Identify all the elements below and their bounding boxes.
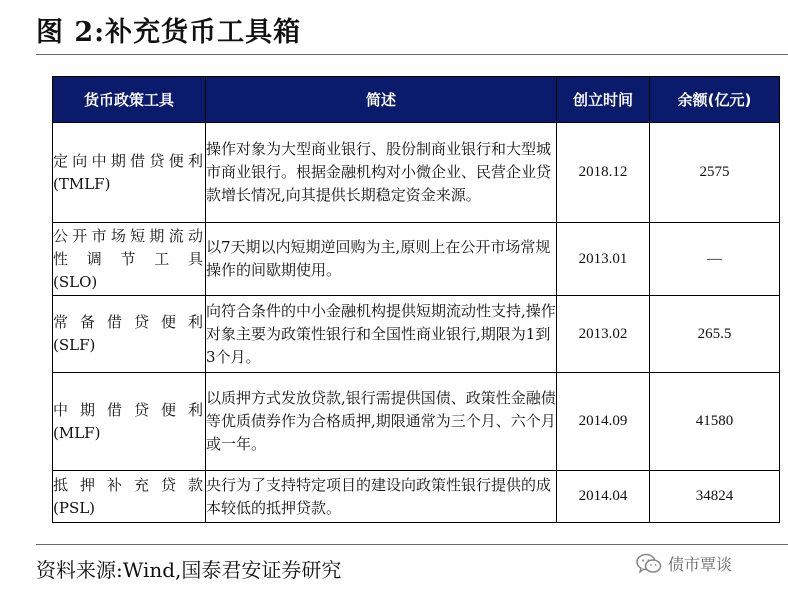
tool-name: 公开市场短期流动性调节工具 — [53, 226, 205, 268]
tool-abbr: (PSL) — [53, 498, 96, 517]
tool-name-cell — [53, 223, 206, 296]
tool-abbr: (SLF) — [53, 336, 96, 354]
tool-date: 2013.02 — [557, 296, 650, 373]
tool-balance: 265.5 — [650, 296, 780, 373]
tool-date: 2014.09 — [557, 373, 650, 471]
tool-description: 以7天期以内短期逆回购为主,原则上在公开市场常规操作的间歇期使用。 — [206, 223, 557, 296]
header-description: 简述 — [206, 77, 557, 123]
tool-balance: 34824 — [650, 471, 780, 523]
tool-name-cell — [53, 471, 206, 523]
tool-abbr: (SLO) — [53, 272, 98, 291]
bottom-divider — [36, 544, 788, 545]
table-row — [53, 223, 780, 296]
tool-abbr: (TMLF) — [53, 174, 111, 193]
top-divider — [36, 54, 788, 55]
tool-date: 2014.04 — [557, 471, 650, 523]
table-row — [53, 123, 780, 223]
tool-description: 央行为了支持特定项目的建设向政策性银行提供的成本较低的抵押贷款。 — [206, 471, 557, 523]
table-row — [53, 471, 780, 523]
tool-name-cell — [53, 296, 206, 373]
watermark-text: 债市覃谈 — [668, 555, 733, 574]
tool-description: 以质押方式发放贷款,银行需提供国债、政策性金融债等优质债券作为合格质押,期限通常为三个月、六个月或一年。 — [206, 373, 557, 471]
tool-name: 定向中期借贷便利 — [53, 151, 205, 170]
tool-abbr: (MLF) — [53, 423, 101, 442]
header-balance: 余额(亿元) — [650, 77, 780, 123]
tool-name-cell — [53, 123, 206, 223]
wechat-icon — [636, 553, 662, 575]
tool-name: 抵押补充贷款 — [53, 475, 205, 494]
header-tool: 货币政策工具 — [53, 77, 206, 123]
table-header-row — [53, 77, 780, 123]
header-date: 创立时间 — [557, 77, 650, 123]
tool-name-cell — [53, 373, 206, 471]
tool-description: 操作对象为大型商业银行、股份制商业银行和大型城市商业银行。根据金融机构对小微企业、民营企业贷款增长情况,向其提供长期稳定资金来源。 — [206, 123, 557, 223]
tool-name: 中期借贷便利 — [53, 400, 205, 419]
tool-date: 2013.01 — [557, 223, 650, 296]
table-row — [53, 373, 780, 471]
watermark — [636, 552, 732, 575]
tool-balance: 41580 — [650, 373, 780, 471]
source-note: 资料来源:Wind,国泰君安证券研究 — [36, 558, 342, 582]
tool-balance: — — [650, 223, 780, 296]
tool-description: 向符合条件的中小金融机构提供短期流动性支持,操作对象主要为政策性银行和全国性商业银行,期限为1到3个月。 — [206, 296, 557, 373]
tool-date: 2018.12 — [557, 123, 650, 223]
monetary-tools-table — [52, 76, 780, 523]
table-row — [53, 296, 780, 373]
tool-name: 常备借贷便利 — [53, 313, 205, 331]
tool-balance: 2575 — [650, 123, 780, 223]
figure-title: 图 2:补充货币工具箱 — [36, 17, 302, 48]
